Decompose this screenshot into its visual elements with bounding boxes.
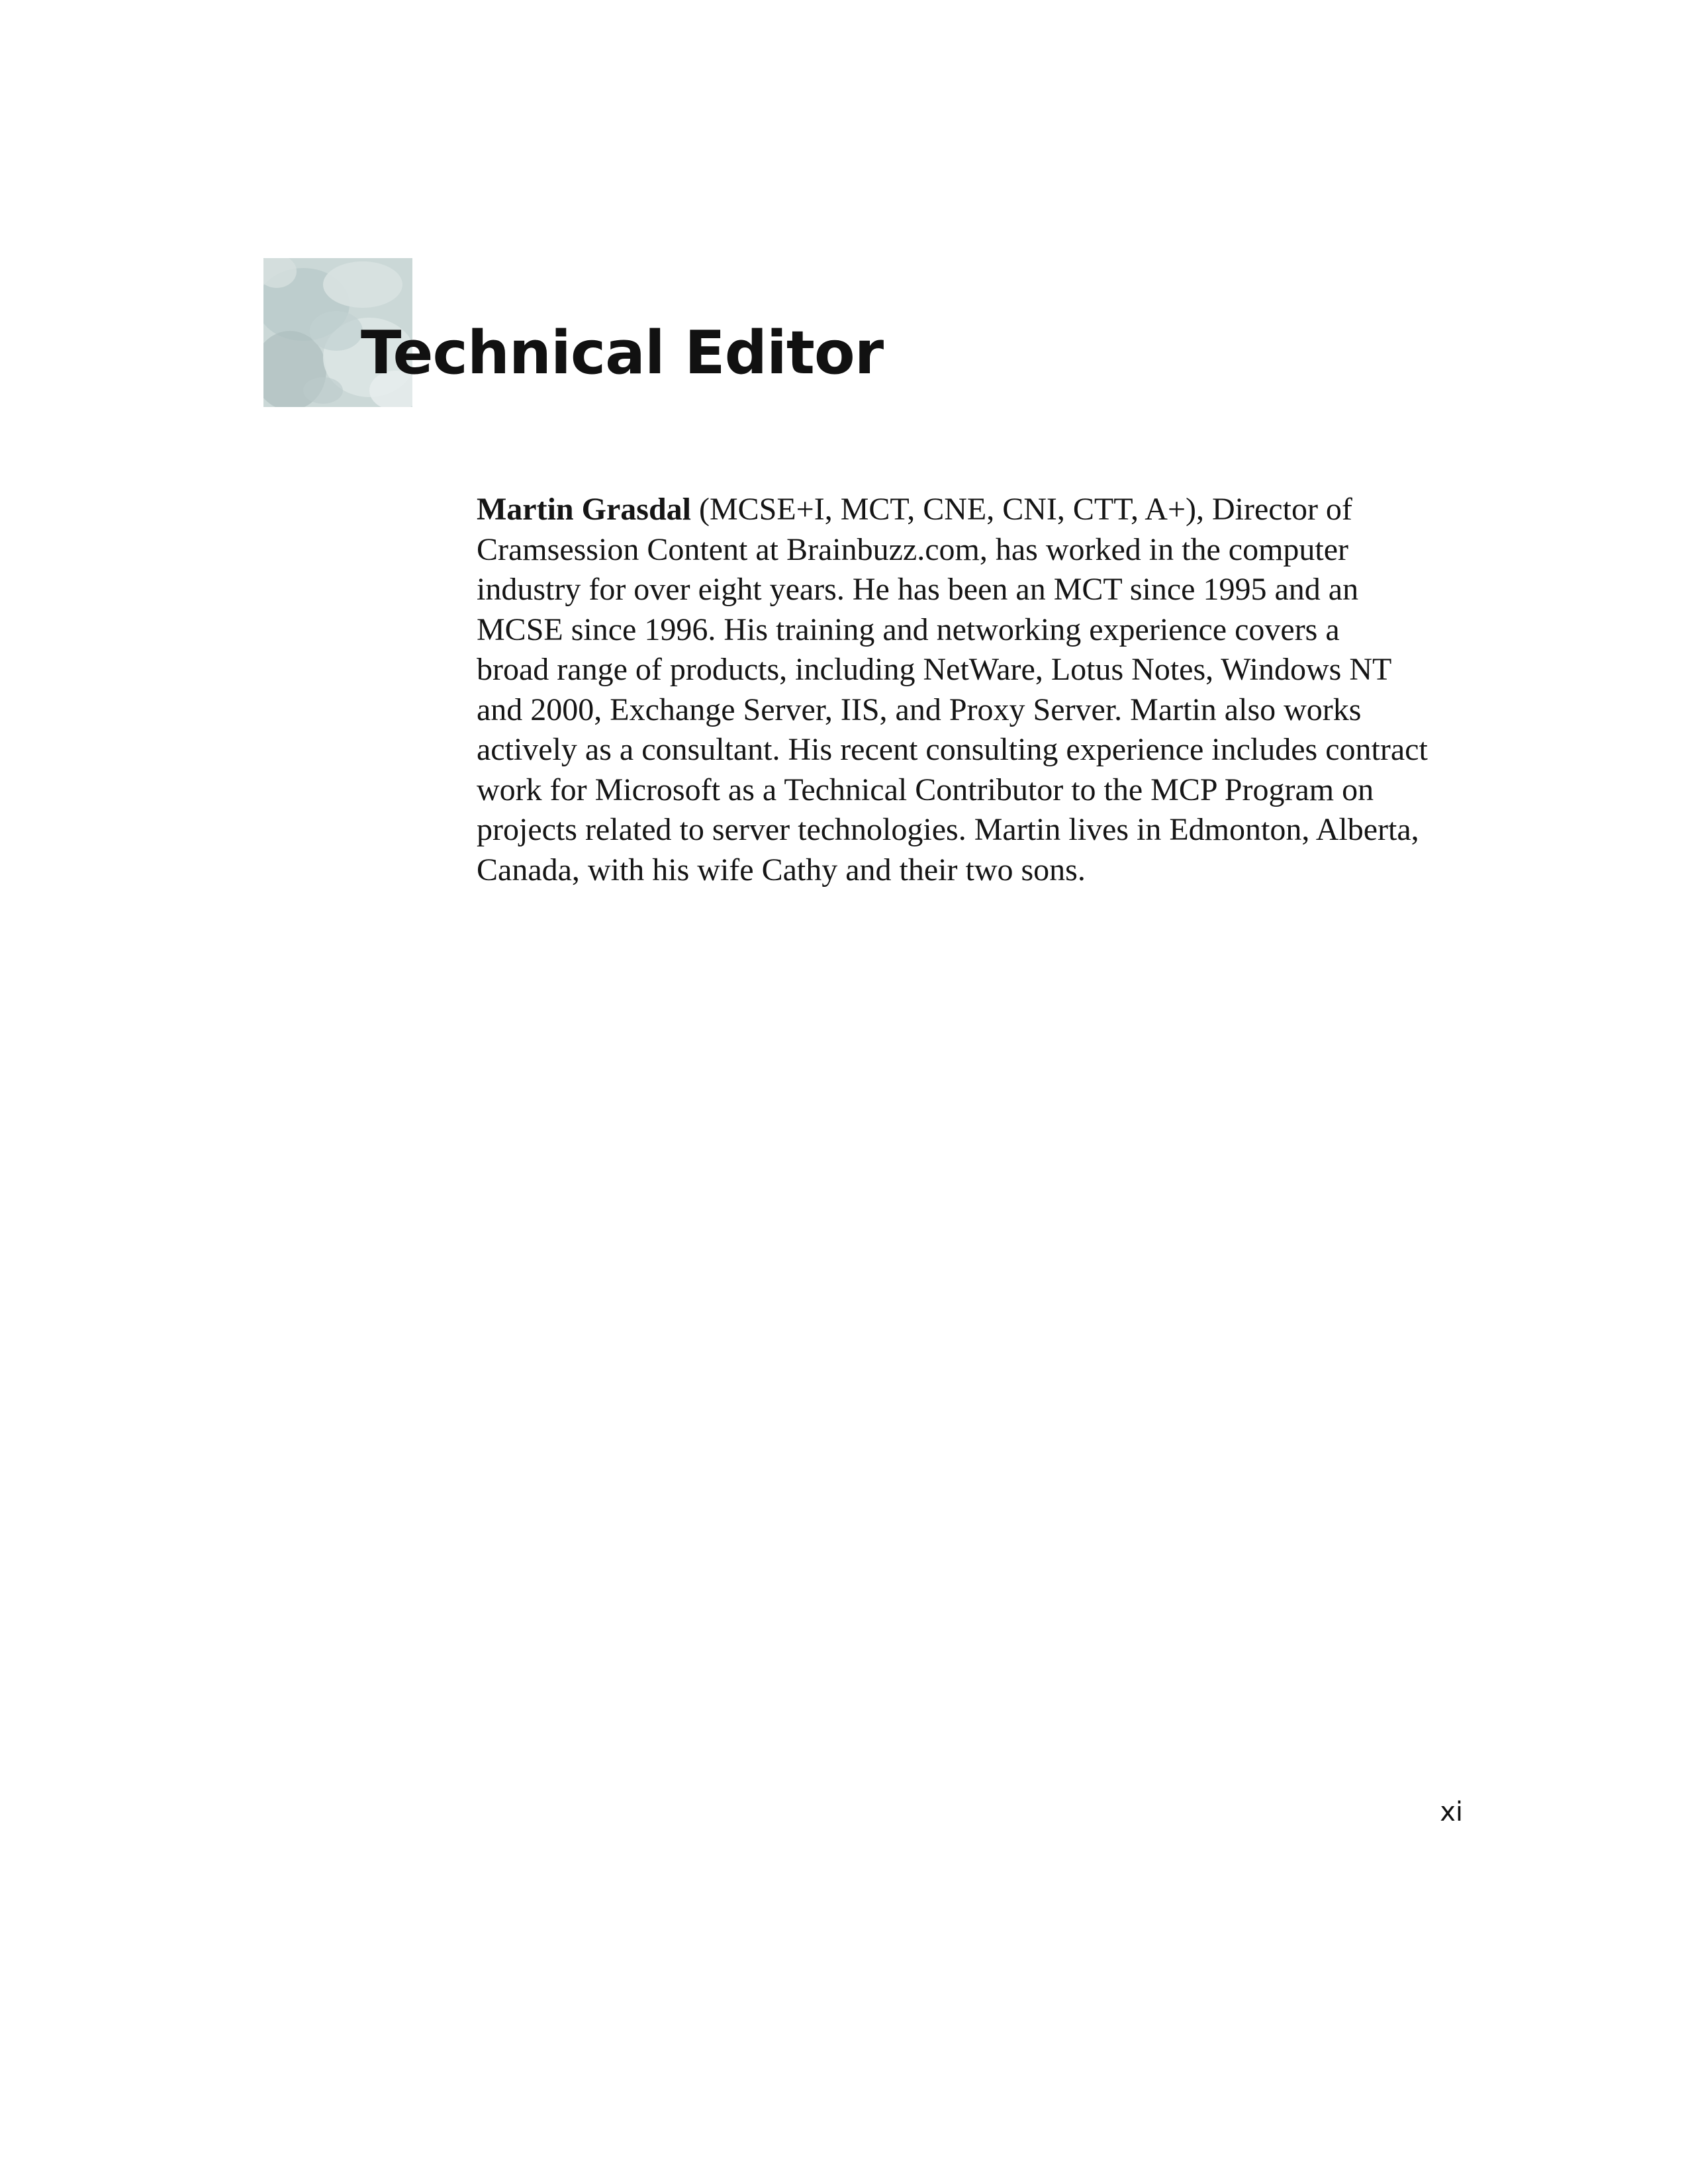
bio-line: and 2000, Exchange Server, IIS, and Proxy Server. Martin also works xyxy=(477,692,1362,727)
bio-paragraph xyxy=(477,490,1456,890)
bio-line xyxy=(477,490,1456,530)
bio-line: Cramsession Content at Brainbuzz.com, has worked in the computer xyxy=(477,531,1349,567)
bio-line-text: (MCSE+I, MCT, CNE, CNI, CTT, A+), Director of xyxy=(690,492,1352,527)
bio-line: work for Microsoft as a Technical Contributor to the MCP Program on xyxy=(477,772,1374,807)
page-title: Technical Editor xyxy=(361,318,884,388)
bio-line: actively as a consultant. His recent consulting experience includes contract xyxy=(477,732,1428,767)
bio-line: MCSE since 1996. His training and networking experience covers a xyxy=(477,612,1340,647)
bio-line: projects related to server technologies. Martin lives in Edmonton, Alberta, xyxy=(477,812,1419,847)
bio-name: Martin Grasdal xyxy=(477,492,691,527)
bio-line: Canada, with his wife Cathy and their two sons. xyxy=(477,852,1086,887)
page-number: xi xyxy=(1440,1797,1463,1827)
bio-line: industry for over eight years. He has been an MCT since 1995 and an xyxy=(477,572,1359,607)
bio-line: broad range of products, including NetWare, Lotus Notes, Windows NT xyxy=(477,652,1392,687)
